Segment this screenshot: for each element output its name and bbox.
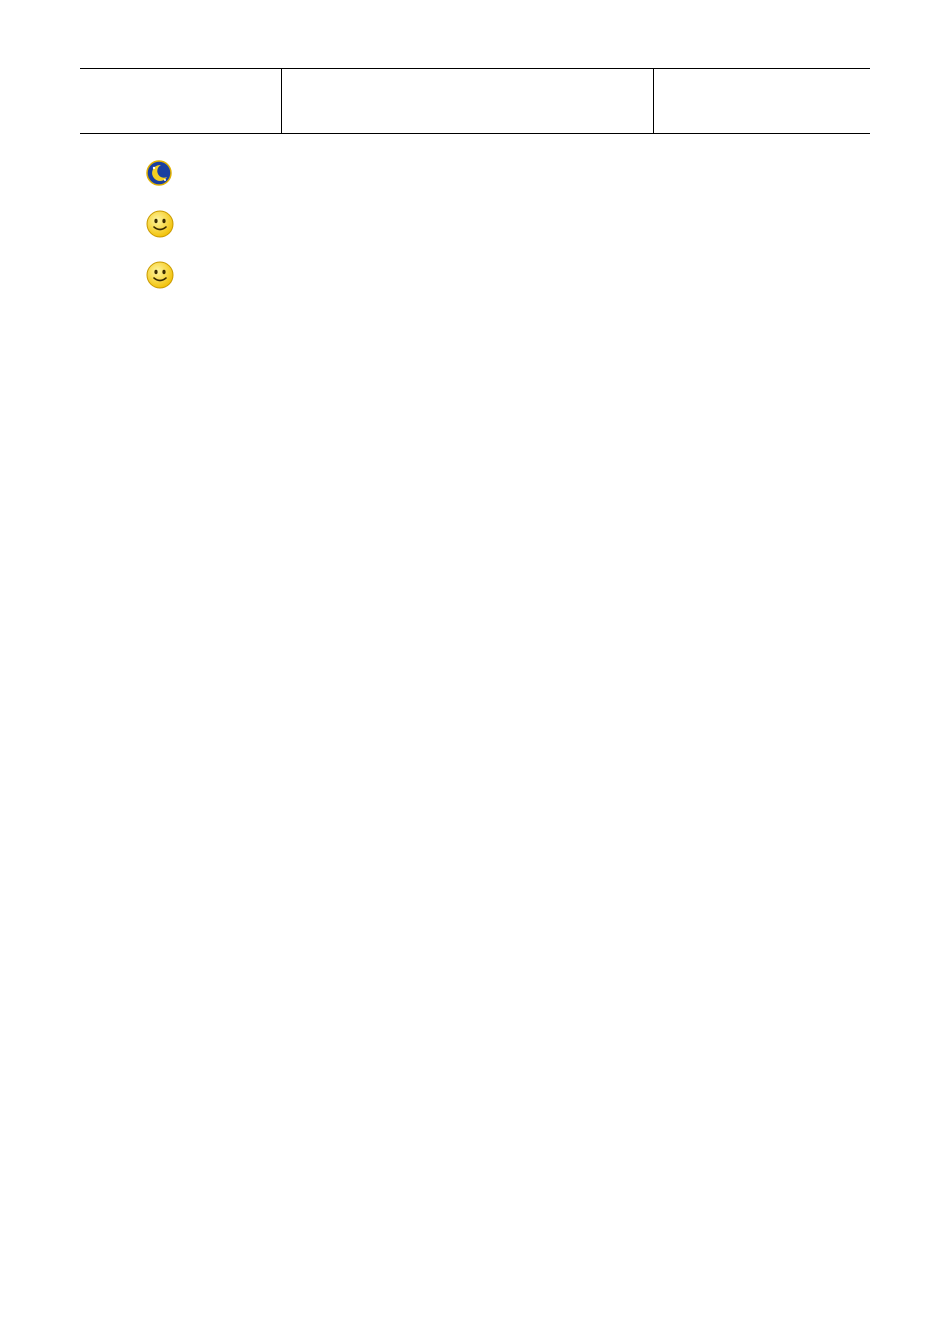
subsection-heading-grades [146,260,826,293]
subsection-heading-types [146,202,826,242]
header-meta [80,69,282,133]
document-body [146,158,826,309]
smiley-icon [146,261,174,293]
smiley-icon [146,210,174,242]
section-heading [146,158,826,190]
header-page-label [654,69,870,133]
header-motto [282,69,654,133]
moon-icon [146,160,172,190]
page-header [80,68,870,134]
